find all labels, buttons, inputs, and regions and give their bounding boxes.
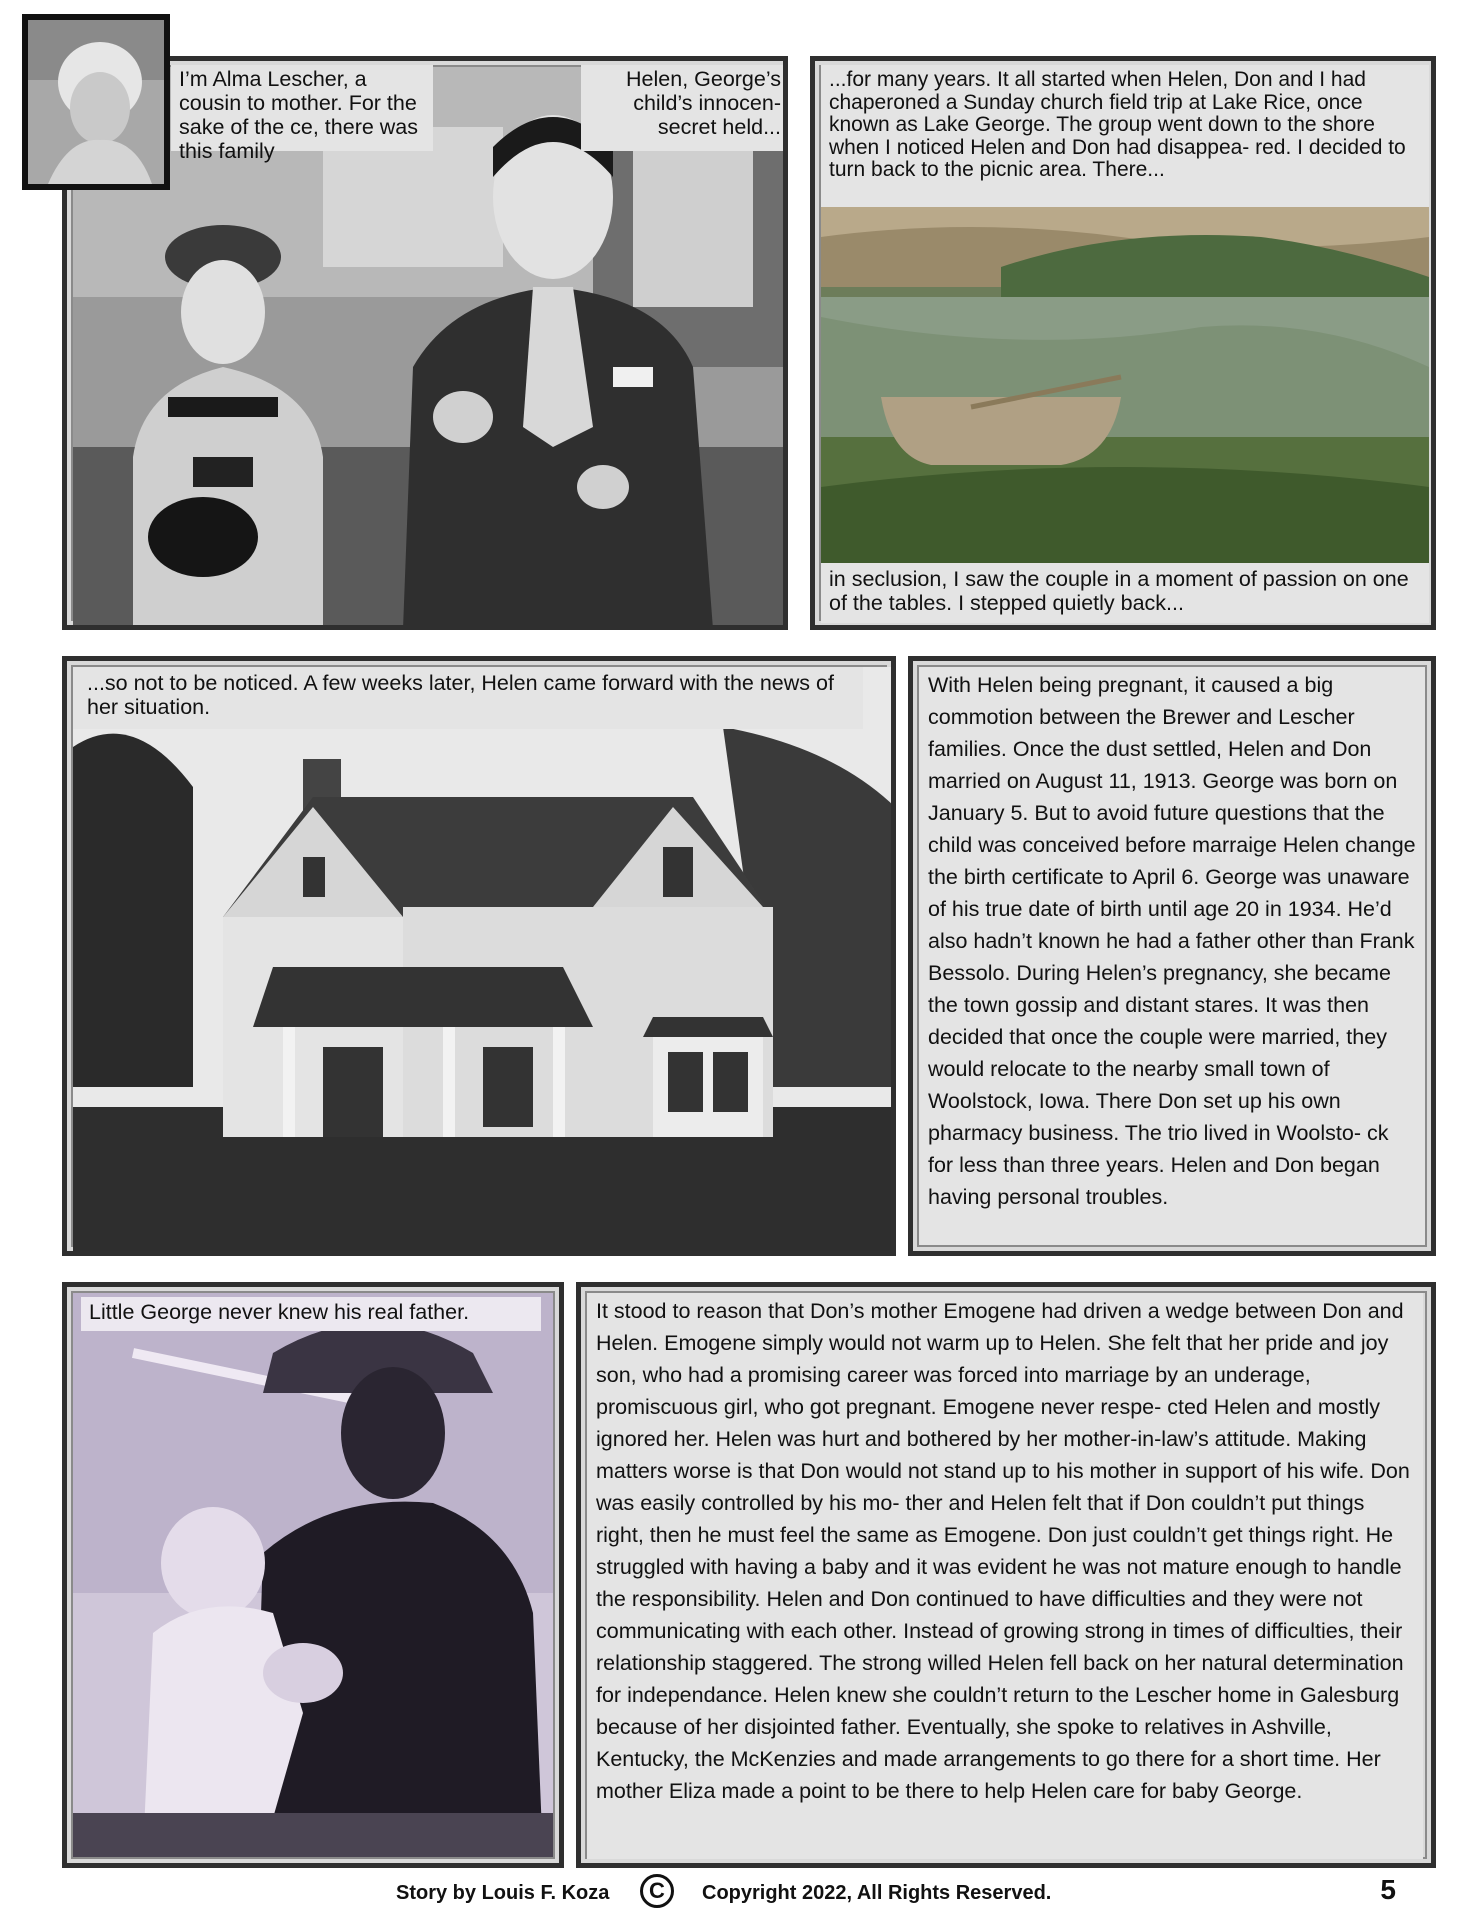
panel-house-caption-top bbox=[73, 667, 863, 729]
panel-lake bbox=[810, 56, 1436, 630]
panel-lake-caption-top bbox=[821, 65, 1429, 207]
panel-lake-caption-bottom bbox=[821, 563, 1429, 623]
copyright-icon bbox=[640, 1874, 674, 1908]
caption-news-situation: ...so not to be noticed. A few weeks later, Helen came forward with the news of her situation. bbox=[87, 671, 834, 719]
panel-emogene-text bbox=[576, 1282, 1436, 1868]
caption-alma-intro: I’m Alma Lescher, a cousin to mother. For the sake of the ce, there was this family bbox=[179, 67, 419, 163]
caption-helen-secret: Helen, George’s child’s innocen- secret held... bbox=[626, 67, 781, 139]
lake-boat-painting bbox=[821, 207, 1429, 563]
emogene-textbox bbox=[587, 1293, 1423, 1859]
caption-seclusion: in seclusion, I saw the couple in a moment of passion on one of the tables. I stepped quietly back... bbox=[829, 567, 1409, 615]
story-credit: Story by Louis F. Koza bbox=[396, 1882, 610, 1904]
panel-couple-caption-right bbox=[581, 65, 788, 151]
panel-pregnancy-text bbox=[908, 656, 1436, 1256]
copyright-symbol: C bbox=[649, 1878, 665, 1903]
pregnancy-textbox bbox=[919, 667, 1425, 1245]
alma-portrait bbox=[22, 14, 170, 190]
page-number: 5 bbox=[1380, 1874, 1396, 1905]
panel-father-child-caption bbox=[81, 1297, 541, 1331]
panel-father-child bbox=[62, 1282, 564, 1868]
farmhouse-photo bbox=[73, 667, 895, 1255]
panel-couple-caption-left bbox=[171, 65, 433, 163]
caption-real-father: Little George never knew his real father. bbox=[89, 1300, 470, 1324]
father-child-photo bbox=[73, 1293, 553, 1857]
panel-house bbox=[62, 656, 896, 1256]
copyright-notice: Copyright 2022, All Rights Reserved. bbox=[702, 1882, 1052, 1904]
pregnancy-story-text: With Helen being pregnant, it caused a big commotion between the Brewer and Lescher families. Once the dust settled, Helen and Don married on August 11, 1913. George was born on January 5. But to avoid future questions that the child was conceived before marraige Helen change the birth certificate to April 6. George was unaware of his true date of birth until age 20 in 1934. He’d also hadn’t known he had a father other than Frank Bessolo. During Helen’s pregnancy, she became the town gossip and distant stares. It was then decided that once the couple were married, they would relocate to the nearby small town of Woolstock, Iowa. There Don set up his own pharmacy business. The trio lived in Woolsto- ck for less than three years. Helen and Don began having personal troubles. bbox=[928, 673, 1416, 1209]
panel-couple bbox=[62, 56, 788, 630]
caption-field-trip: ...for many years. It all started when Helen, Don and I had chaperoned a Sunday church field trip at Lake Rice, once known as Lake George. The group went down to the shore when I noticed Helen and Don had disappea- red. I decided to turn back to the picnic area. There... bbox=[829, 68, 1406, 181]
emogene-story-text: It stood to reason that Don’s mother Emogene had driven a wedge between Don and Helen. Emogene simply would not warm up to Helen. She felt that her pride and joy son, who had a promising career was forced into marriage by an underage, promiscuous girl, who got pregnant. Emogene never respe- cted Helen and mostly ignored her. Helen was hurt and bothered by her mother-in-law’s attitude. Making matters worse is that Don would not stand up to his mother in support of his wife. Don was easily controlled by his mo- ther and Helen felt that if Don couldn’t put things right, then he must feel the same as Emogene. Don just couldn’t get things right. He struggled with having a baby and it was evident he was not mature enough to handle the responsibility. Helen and Don continued to have difficulties and they were not communicating with each other. Instead of growing strong in times of difficulties, their relationship staggered. The strong willed Helen fell back on her natural determination for independance. Helen knew she couldn’t return to the Lescher home in Galesburg because of her disjointed father. Eventually, she spoke to relatives in Ashville, Kentucky, the McKenzies and made arrangements to go there for a short time. Her mother Eliza made a point to be there to help Helen care for baby George. bbox=[596, 1299, 1410, 1803]
